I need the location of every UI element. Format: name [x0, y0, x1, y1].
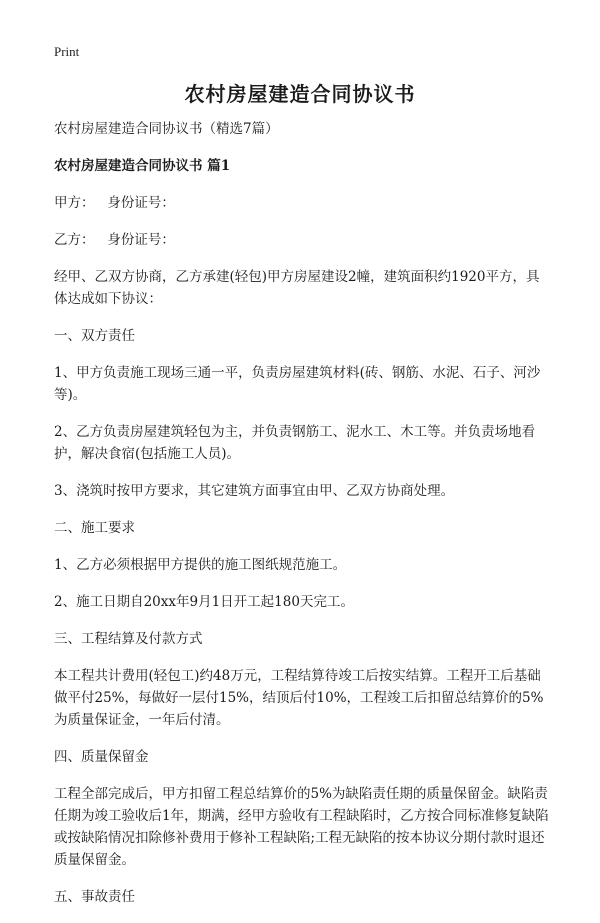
paragraph-settlement: 本工程共计费用(轻包工)约48万元，工程结算待竣工后按实结算。工程开工后基础做平付25%，每做好一层付15%，结顶后付10%，工程竣工后扣留总结算价的5%为质量保证金，一年后付清。 [54, 668, 544, 728]
party-b-line: 乙方： 身份证号： [54, 232, 175, 248]
document-body [54, 118, 550, 923]
document-title: 农村房屋建造合同协议书 [184, 82, 416, 106]
heading-settlement-payment: 三、工程结算及付款方式 [54, 631, 203, 647]
paragraph-quality-retention: 工程全部完成后，甲方扣留工程总结算价的5%为缺陷责任期的质量保留金。缺陷责任期为竣工验收后1年，期满，经甲方验收有工程缺陷时，乙方按合同标准修复缺陷或按缺陷情况扣除修补费用于修补工程缺陷;工程无缺陷的按本协议分期付款时退还质量保留金。 [54, 786, 549, 868]
document-subtitle: 农村房屋建造合同协议书（精选7篇） [54, 121, 279, 137]
print-link[interactable]: Print [54, 44, 80, 59]
clause-1-3: 3、浇筑时按甲方要求，其它建筑方面事宜由甲、乙双方协商处理。 [54, 483, 455, 499]
heading-responsibilities: 一、双方责任 [54, 328, 135, 344]
clause-2-1: 1、乙方必须根据甲方提供的施工图纸规范施工。 [54, 557, 347, 573]
heading-quality-retention: 四、质量保留金 [54, 749, 149, 765]
party-a-line: 甲方： 身份证号： [54, 195, 175, 211]
clause-1-2: 2、乙方负责房屋建筑轻包为主，并负责钢筋工、泥水工、木工等。并负责场地看护，解决食宿(包括施工人员)。 [54, 424, 536, 462]
clause-1-1: 1、甲方负责施工现场三通一平，负责房屋建筑材料(砖、钢筋、水泥、石子、河沙等)。 [54, 365, 541, 403]
heading-construction-requirements: 二、施工要求 [54, 520, 135, 536]
clause-2-2: 2、施工日期自20xx年9月1日开工起180天完工。 [54, 594, 354, 610]
intro-paragraph: 经甲、乙双方协商，乙方承建(轻包)甲方房屋建设2幢，建筑面积约1920平方，具体达成如下协议： [54, 269, 540, 307]
heading-accident-liability: 五、事故责任 [54, 889, 135, 905]
section-title: 农村房屋建造合同协议书 篇1 [54, 158, 231, 174]
